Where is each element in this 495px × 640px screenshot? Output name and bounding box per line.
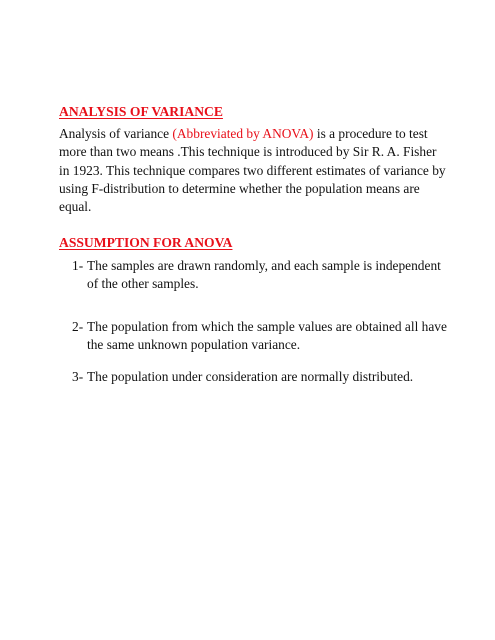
list-item-number: 1-: [72, 258, 84, 273]
paragraph-text: is a procedure to test: [313, 126, 428, 141]
paragraph-line-5: equal.: [59, 199, 92, 215]
paragraph-line-1: [59, 125, 449, 143]
list-item-line: of the other samples.: [87, 276, 199, 292]
paragraph-line-4: using F-distribution to determine whether the population means are: [59, 180, 420, 196]
list-item-line: the same unknown population variance.: [87, 337, 301, 353]
paragraph-line-2: more than two means .This technique is introduced by Sir R. A. Fisher: [59, 144, 437, 160]
section-heading-assumption-for-anova: ASSUMPTION FOR ANOVA: [59, 235, 233, 250]
list-item-text: [87, 257, 441, 294]
list-item-number: 3-: [72, 369, 84, 384]
abbreviation-highlight: (Abbreviated by ANOVA): [172, 126, 314, 141]
list-item-line: The samples are drawn randomly, and each sample is independent: [87, 258, 441, 273]
list-item-line: The population under consideration are normally distributed.: [87, 369, 414, 384]
list-item-text: [87, 318, 447, 355]
list-item-line: The population from which the sample values are obtained all have: [87, 319, 447, 334]
paragraph-line-3: in 1923. This technique compares two different estimates of variance by: [59, 162, 446, 178]
section-heading-analysis-of-variance: ANALYSIS OF VARIANCE: [59, 104, 223, 119]
list-item-number: 2-: [72, 319, 84, 334]
list-item-text: [87, 368, 413, 386]
intro-paragraph: [59, 125, 449, 216]
paragraph-text: Analysis of variance: [59, 126, 173, 141]
